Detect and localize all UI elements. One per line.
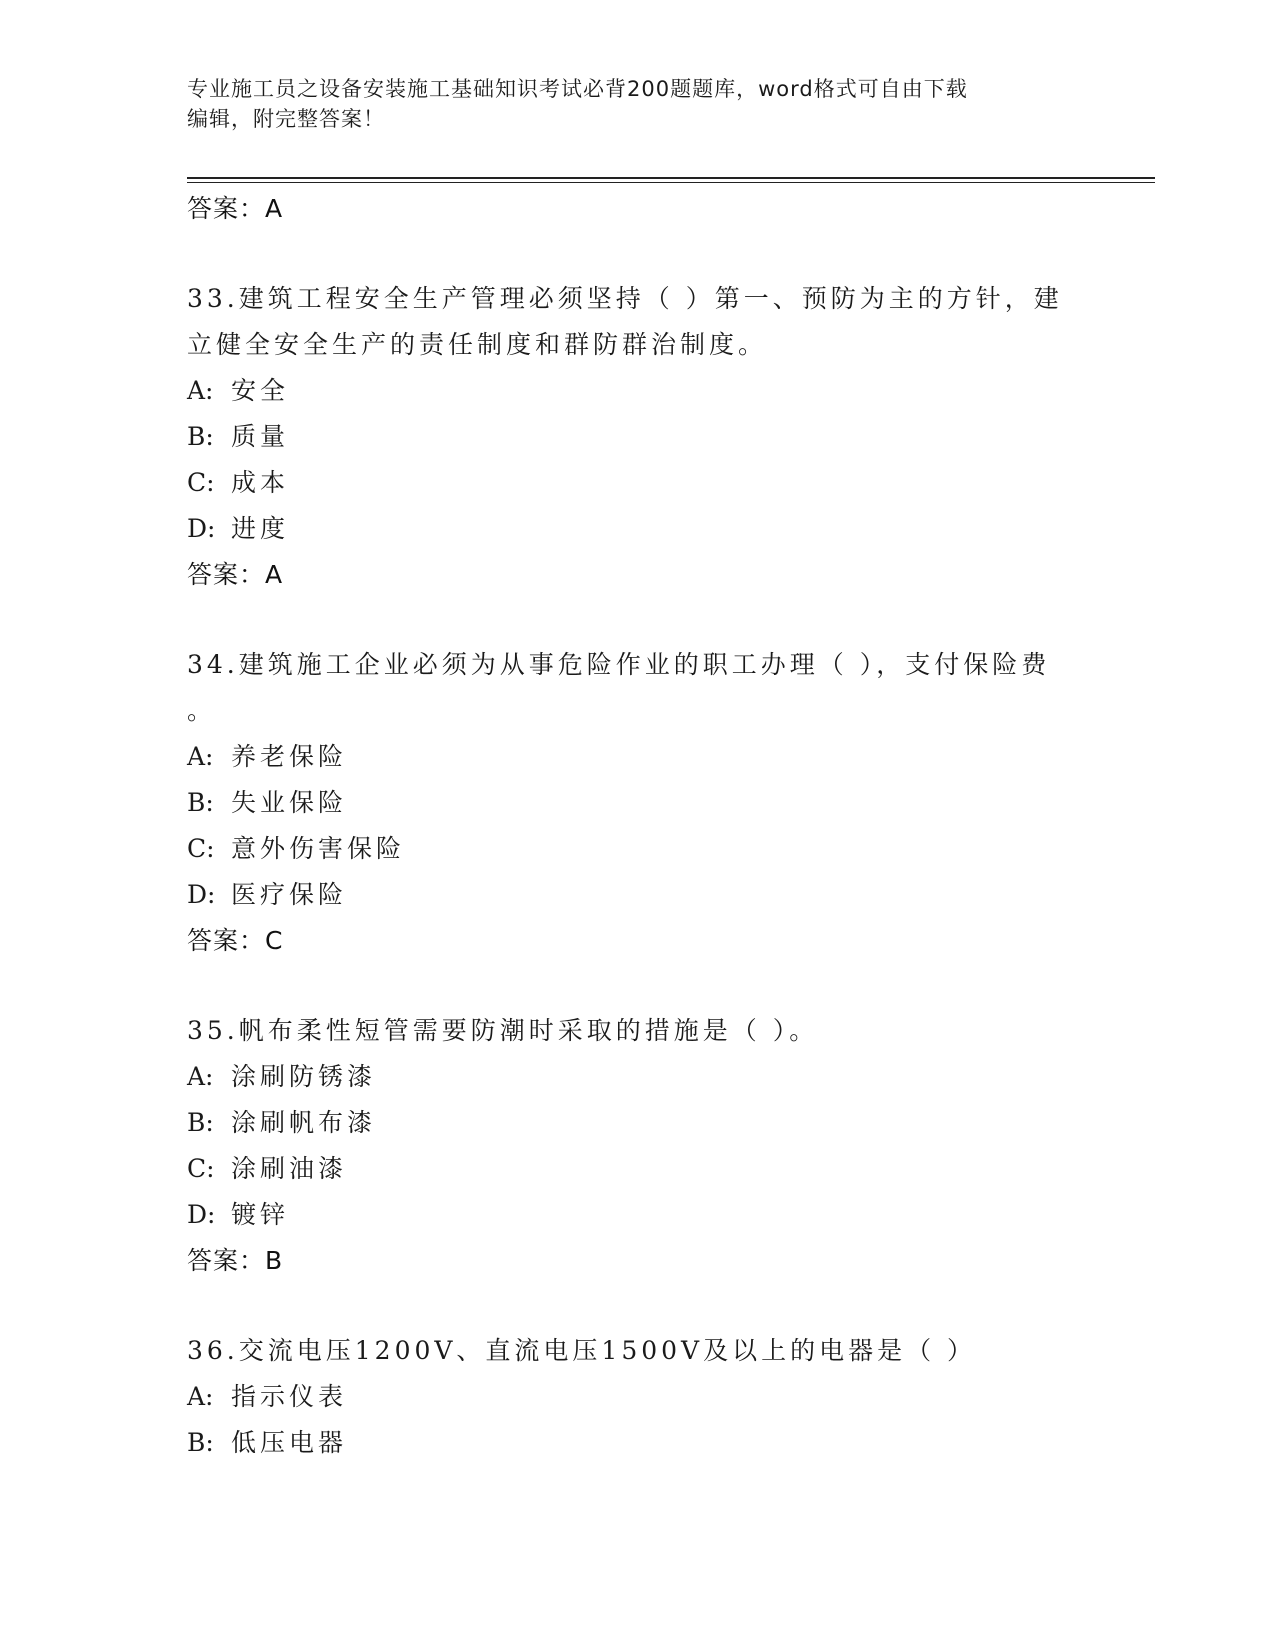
- option-d: [187, 1192, 1067, 1238]
- option-text: 涂刷油漆: [231, 1154, 348, 1183]
- question-stem: [187, 642, 1067, 734]
- option-key: B:: [187, 422, 214, 451]
- option-key: B:: [187, 788, 214, 817]
- question-stem-line: 33.建筑工程安全生产管理必须坚持（ ）第一、预防为主的方针，建: [187, 284, 1063, 313]
- question-stem-line: 34.建筑施工企业必须为从事危险作业的职工办理（ ），支付保险费: [187, 650, 1051, 679]
- option-key: C:: [187, 468, 215, 497]
- answer-line: 答案：C: [187, 926, 284, 955]
- option-b: [187, 1420, 1067, 1466]
- option-key: D:: [187, 880, 216, 909]
- question-34: [187, 642, 1067, 964]
- header-line-2: 编辑，附完整答案！: [187, 107, 385, 131]
- option-key: A:: [187, 742, 214, 771]
- question-stem-line: 。: [187, 696, 217, 725]
- option-text: 进度: [231, 514, 290, 543]
- option-key: A:: [187, 376, 214, 405]
- question-36: [187, 1328, 1067, 1466]
- option-c: [187, 460, 1067, 506]
- option-a: [187, 368, 1067, 414]
- option-text: 涂刷帆布漆: [231, 1108, 377, 1137]
- option-text: 涂刷防锈漆: [231, 1062, 377, 1091]
- option-key: B:: [187, 1108, 214, 1137]
- answer-line: 答案：A: [187, 194, 284, 223]
- question-stem: [187, 1008, 1067, 1054]
- question-stem: [187, 1328, 1067, 1374]
- option-text: 医疗保险: [231, 880, 348, 909]
- option-b: [187, 1100, 1067, 1146]
- option-key: D:: [187, 514, 216, 543]
- option-d: [187, 872, 1067, 918]
- option-a: [187, 1374, 1067, 1420]
- option-b: [187, 414, 1067, 460]
- option-key: C:: [187, 834, 215, 863]
- option-d: [187, 506, 1067, 552]
- option-text: 指示仪表: [231, 1382, 348, 1411]
- question-stem-line: 36.交流电压1200V、直流电压1500V及以上的电器是（ ）: [187, 1336, 977, 1365]
- question-list: [187, 186, 1067, 1466]
- question-stem: [187, 276, 1067, 368]
- question-33: [187, 276, 1067, 598]
- option-b: [187, 780, 1067, 826]
- option-text: 成本: [231, 468, 290, 497]
- header-divider-thick: [187, 177, 1155, 179]
- header-divider-thin: [187, 182, 1155, 183]
- question-stem-line: 35.帆布柔性短管需要防潮时采取的措施是（ ）。: [187, 1016, 819, 1045]
- option-a: [187, 1054, 1067, 1100]
- question-stem-line: 立健全安全生产的责任制度和群防群治制度。: [187, 330, 768, 359]
- option-key: A:: [187, 1062, 214, 1091]
- option-key: D:: [187, 1200, 216, 1229]
- header-line-1: 专业施工员之设备安装施工基础知识考试必背200题题库，word格式可自由下载: [187, 77, 968, 101]
- option-text: 养老保险: [231, 742, 348, 771]
- document-header: [187, 74, 1067, 134]
- question-35: [187, 1008, 1067, 1284]
- option-text: 安全: [231, 376, 290, 405]
- option-text: 低压电器: [231, 1428, 348, 1457]
- option-text: 镀锌: [231, 1200, 290, 1229]
- option-a: [187, 734, 1067, 780]
- option-text: 失业保险: [231, 788, 348, 817]
- option-key: C:: [187, 1154, 215, 1183]
- option-text: 质量: [231, 422, 290, 451]
- option-text: 意外伤害保险: [231, 834, 406, 863]
- option-key: A:: [187, 1382, 214, 1411]
- answer-line: 答案：A: [187, 560, 284, 589]
- option-c: [187, 1146, 1067, 1192]
- answer-line: 答案：B: [187, 1246, 284, 1275]
- option-c: [187, 826, 1067, 872]
- option-key: B:: [187, 1428, 214, 1457]
